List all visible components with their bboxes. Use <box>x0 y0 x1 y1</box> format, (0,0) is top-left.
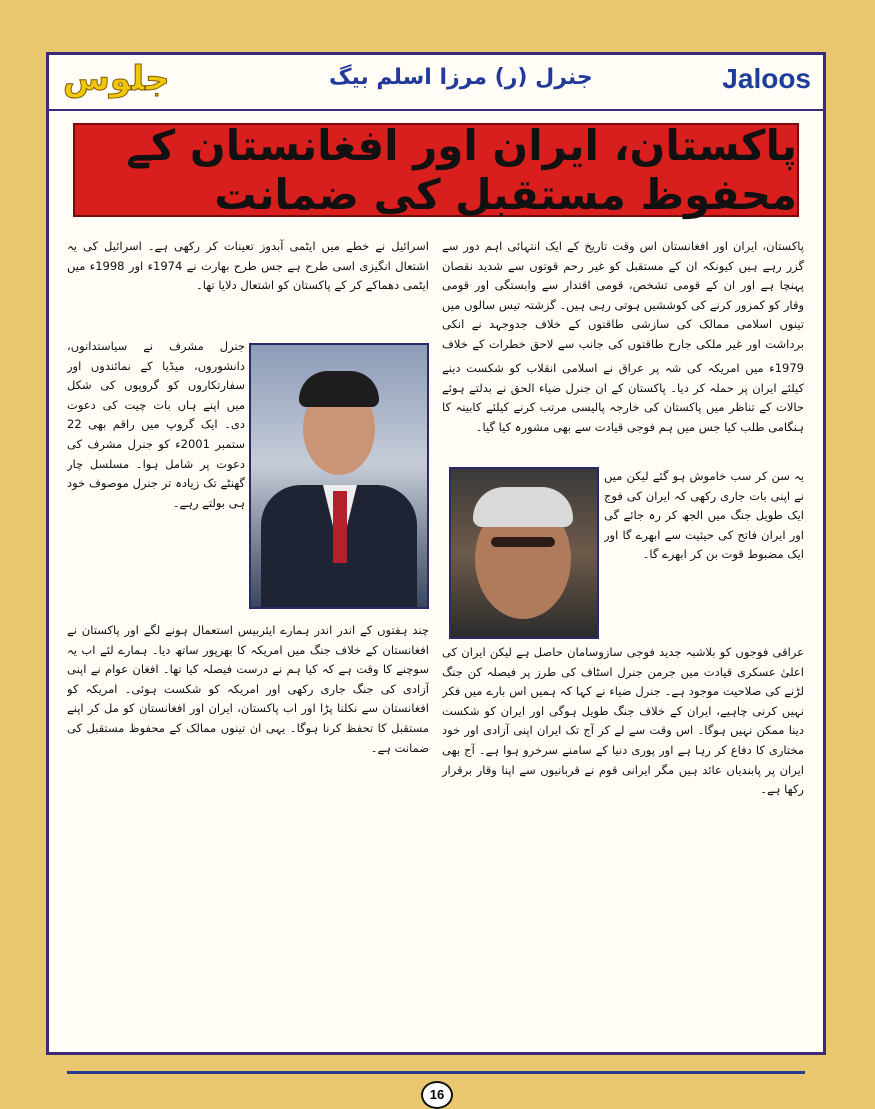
author-name: جنرل (ر) مرزا اسلم بیگ <box>329 65 593 90</box>
article-column-right-mid <box>442 359 804 467</box>
portrait-photo-author <box>449 467 599 639</box>
article-column-left-mid <box>67 337 245 617</box>
page-header <box>49 55 823 111</box>
brand-logo-urdu: جلوس <box>63 59 170 99</box>
page-frame <box>46 52 826 1102</box>
article-column-right-bottom <box>442 643 804 1063</box>
brand-logo-english: Jaloos <box>722 63 811 94</box>
article-column-right-top <box>442 237 804 357</box>
article-column-left-bottom <box>67 621 429 1063</box>
headline-banner <box>73 123 799 217</box>
paragraph: جنرل مشرف نے سیاستدانوں، دانشوروں، میڈیا کے نمائندوں اور سفارتکاروں کو گروپوں کی شکل میں اپنے ہاں بات چیت کی دعوت دی۔ ایک گروپ میں راقم بھی 22 ستمبر 2001ء کو جنرل مشرف کی دعوت پر شامل ہوا۔ مسلسل چار گھنٹے تک زیادہ تر جنرل موصوف خود ہی بولتے رہے۔ <box>67 339 245 510</box>
paragraph: عراقی فوجوں کو بلاشبہ جدید فوجی سازوسامان حاصل ہے لیکن ایران کی اعلیٰ عسکری قیادت میں جرمن جنرل اسٹاف کی طرز پر فیصلہ کن جنگ لڑنے کی صلاحیت موجود ہے۔ جنرل ضیاء نے کہا کہ ہمیں اس بارے میں فکر نہیں کرنی چاہیے، ایران کے خلاف جنگ طویل ہوگی اور ایران کو شکست دینا ممکن نہیں ہوگا۔ اس وقت سے لے کر آج تک ایران اپنی آزادی اور خود مختاری کا دفاع کر رہا ہے اور پوری دنیا کے سامنے سرخرو ہوا ہے۔ آج بھی ایران پر پابندیاں عائد ہیں مگر ایرانی قوم نے قربانیوں سے اپنا وقار برقرار رکھا ہے۔ <box>442 645 804 797</box>
paragraph: اسرائیل نے خطے میں ایٹمی آبدوز تعینات کر رکھی ہے۔ اسرائیل کی یہ اشتعال انگیزی اسی طرح ہے جس طرح بھارت نے 1974ء اور 1998ء میں ایٹمی دھماکے کر کے پاکستان کو اشتعال دلایا تھا۔ <box>67 239 429 293</box>
page-number: 16 <box>421 1081 453 1109</box>
paragraph: پاکستان، ایران اور افغانستان اس وقت تاریخ کے ایک انتہائی اہم دور سے گزر رہے ہیں کیونکہ ان کے مستقبل کو غیر رحم قوتوں سے شدید نقصان پہنچا ہے اور ان کے قومی تشخص، قومی اقتدار سے وابستگی اور قومی وقار کو کمزور کرنے کی کوششیں ہوتی رہی ہیں۔ گزشتہ تیس سالوں میں تینوں اسلامی ممالک کی سازشی طاقتوں کے خلاف جدوجہد نے انکی برداشت اور غیر ملکی جارح طاقتوں کی جانب سے لاحق خطرات کے خلاف <box>442 239 804 351</box>
paragraph: یہ سن کر سب خاموش ہو گئے لیکن میں نے اپنی بات جاری رکھی کہ ایران کی فوج ایک طویل جنگ میں الجھ کر رہ جائے گی اور ایران فاتح کی حیثیت سے ابھرے گا اور ایک مضبوط قوت بن کر ابھرے گا۔ <box>604 469 804 562</box>
paragraph: 1979ء میں امریکہ کی شہ پر عراق نے اسلامی انقلاب کو شکست دینے کیلئے ایران پر حملہ کر دیا۔ پاکستان کے ان جنرل ضیاء الحق نے بدلتے ہوئے حالات کے تناظر میں پاکستان کی خارجہ پالیسی مرتب کرنے کیلئے کابینہ کا ہنگامی طلب کیا جس میں ہم فوجی قیادت سے بھی مشورہ کیا گیا۔ <box>442 361 804 434</box>
article-column-narrow <box>604 467 804 637</box>
paragraph: چند ہفتوں کے اندر اندر ہمارے ایئربیس استعمال ہونے لگے اور پاکستان نے افغانستان کے خلاف جنگ میں امریکہ کا بھرپور ساتھ دیا۔ ہمارے لئے اب یہ سوچنے کا وقت ہے کہ کیا ہم نے درست فیصلہ کیا تھا۔ افغان عوام نے اپنی آزادی کی جنگ جاری رکھی اور امریکہ کو شکست ہوئی۔ امریکہ کو افغانستان سے نکلنا پڑا اور اب پاکستان، ایران اور افغانستان کو مل کر اپنے مستقبل کا تحفظ کرنا ہوگا۔ یہی ان تینوں ممالک کے محفوظ مستقبل کی ضمانت ہے۔ <box>67 623 429 755</box>
article-column-left-top <box>67 237 429 333</box>
footer-rule <box>67 1071 805 1074</box>
portrait-photo-suit <box>249 343 429 609</box>
headline-text: پاکستان، ایران اور افغانستان کے محفوظ مستقبل کی ضمانت <box>126 121 797 219</box>
